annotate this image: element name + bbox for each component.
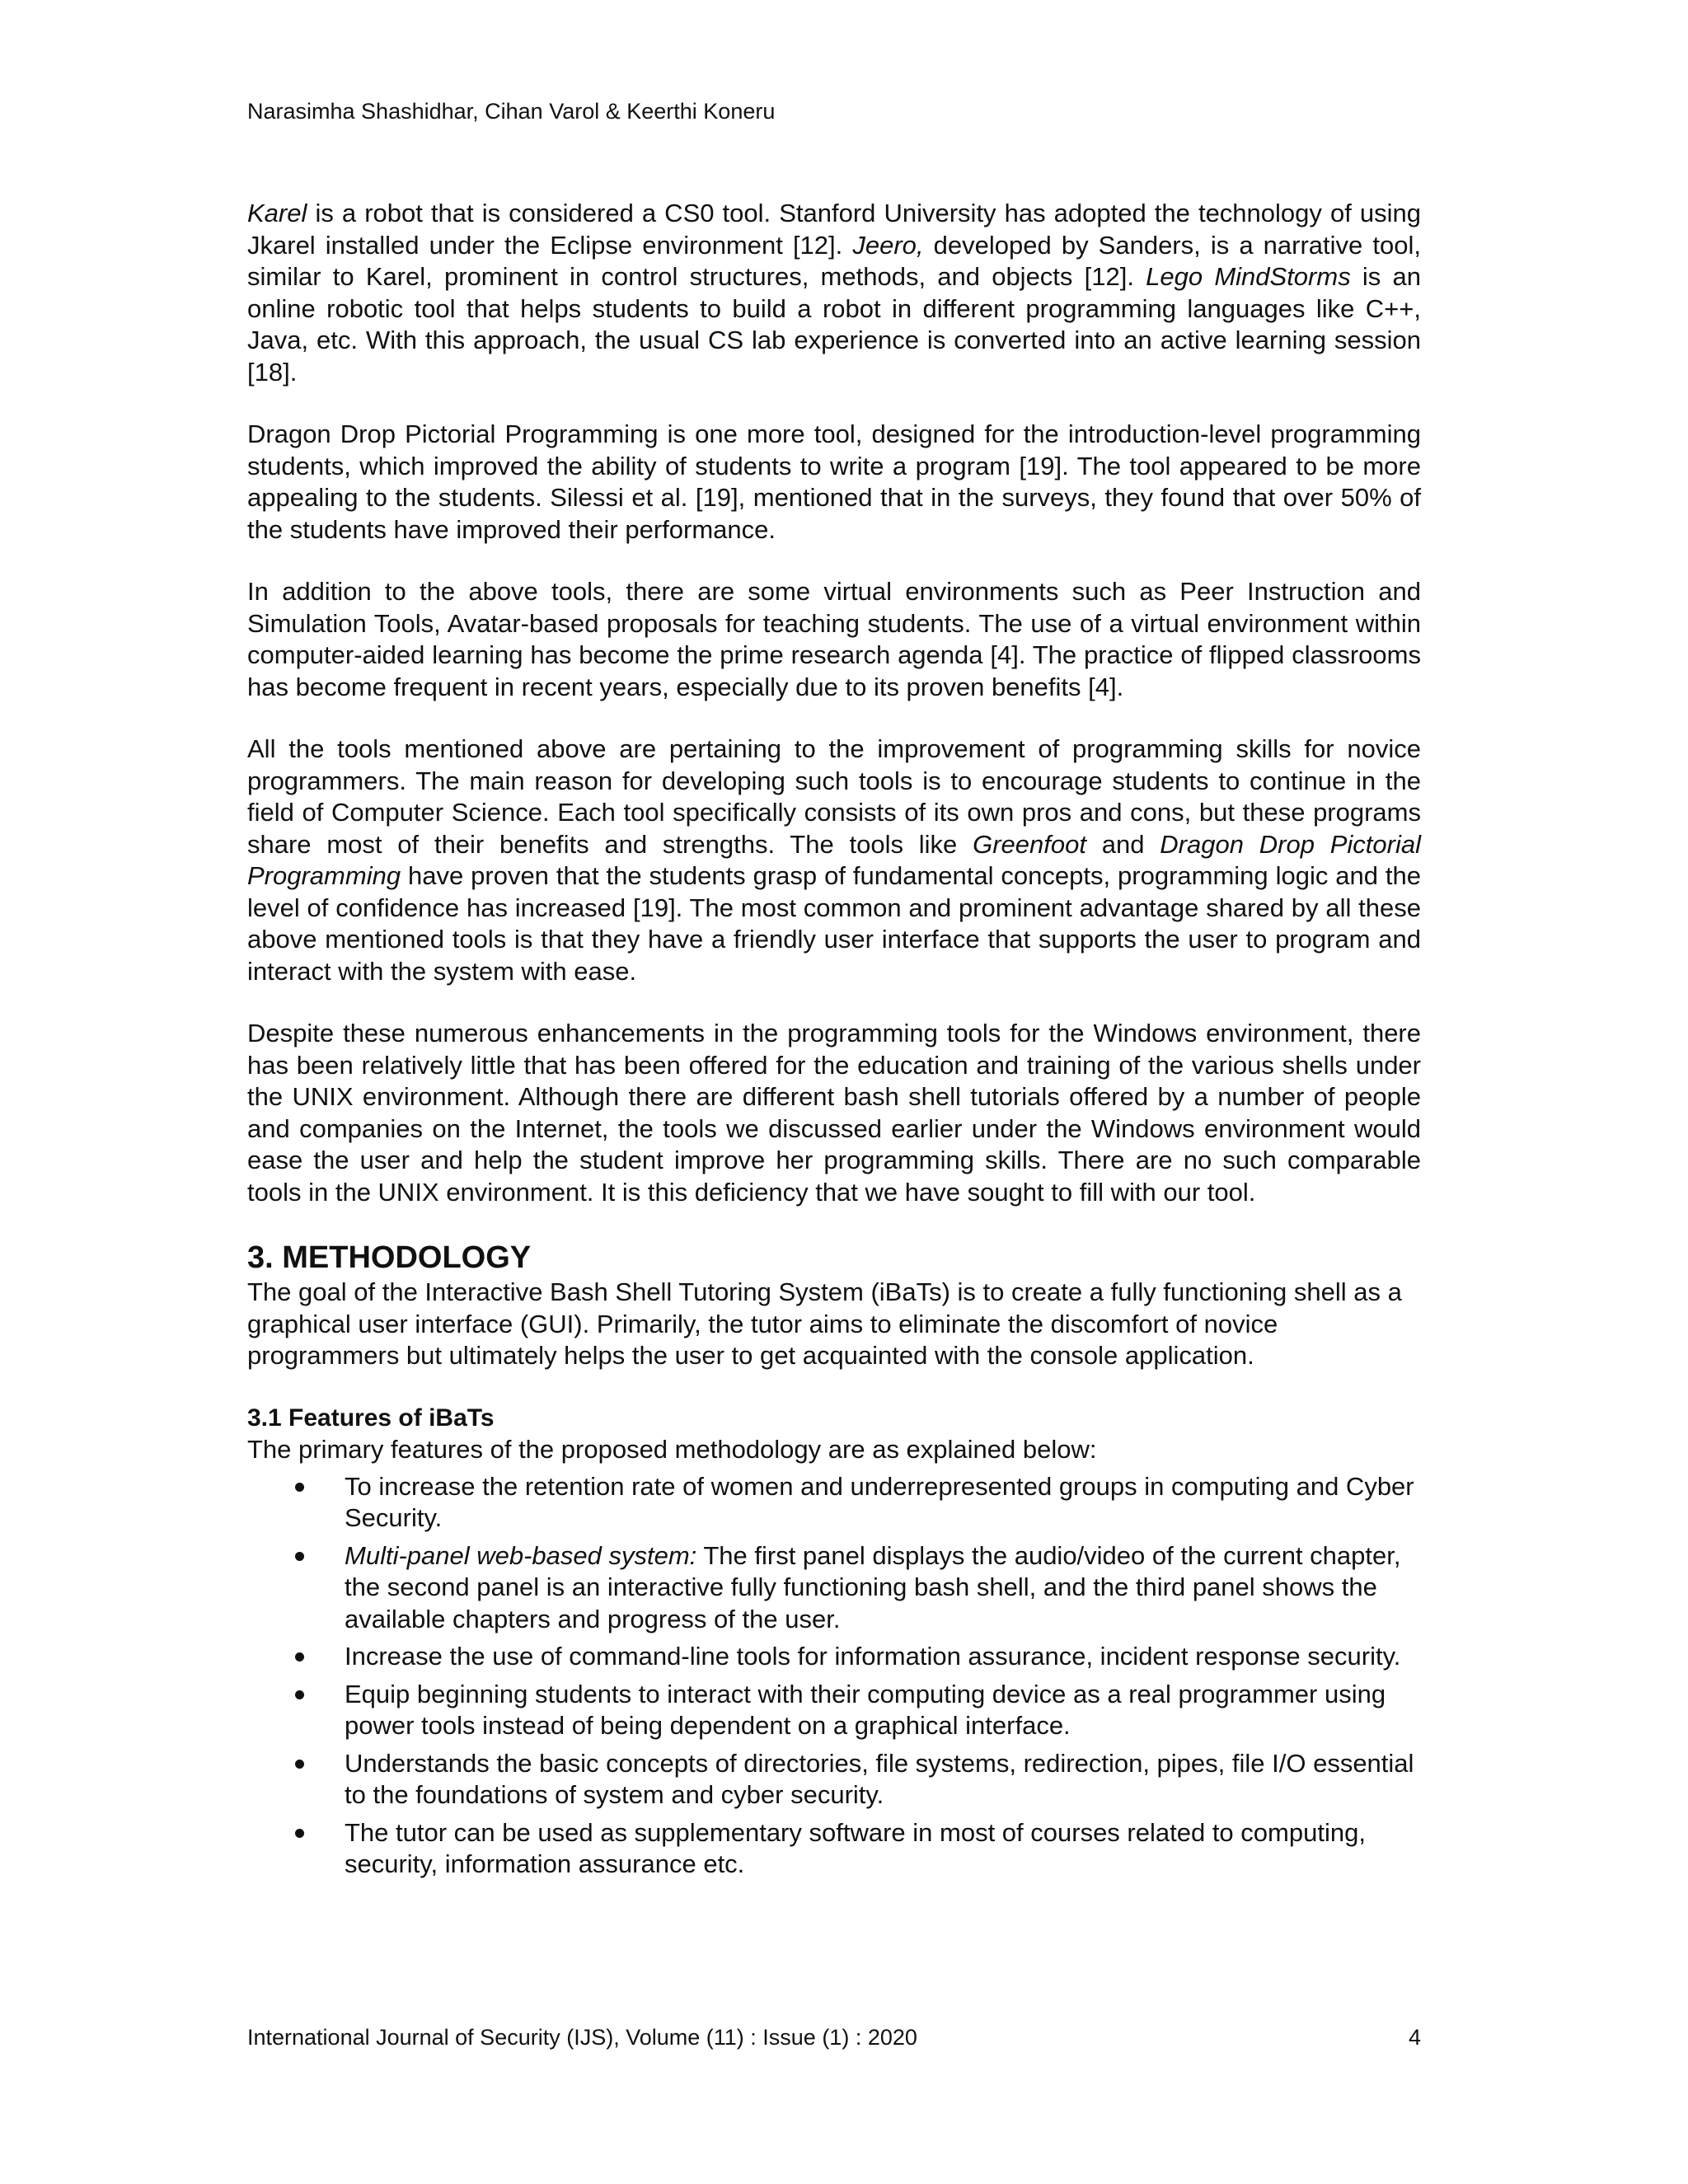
bullet-icon — [295, 1829, 304, 1838]
bullet-icon — [295, 1760, 304, 1769]
paragraph-features-intro: The primary features of the proposed methodology are as explained below: — [247, 1435, 1097, 1464]
term-dragon-drop: Dragon Drop Pictorial Programming — [247, 829, 1421, 890]
list-item — [247, 1748, 1421, 1811]
list-item-text: The tutor can be used as supplementary software in most of courses related to computing, security, information assurance etc. — [345, 1817, 1366, 1878]
page-number: 4 — [1408, 2025, 1421, 2050]
text-and: and — [1085, 829, 1160, 859]
section-heading-methodology: 3. METHODOLOGY — [247, 1240, 532, 1275]
paragraph-virtual-environments: In addition to the above tools, there are some virtual environments such as Peer Instruction and Simulation Tools, Avatar-based proposals for teaching students. The use of a virtual environment within computer-aided learning has become the prime research agenda [4]. The practice of flipped classrooms has become frequent in recent years, especially due to its proven benefits [4]. — [247, 577, 1421, 701]
term-multi-panel: Multi-panel web-based system: — [345, 1540, 697, 1570]
paragraph-dragon-drop: Dragon Drop Pictorial Programming is one more tool, designed for the introduction-level programming students, which improved the ability of students to write a program [19]. The tool appeared to be more appealing to the students. Silessi et al. [19], mentioned that in the surveys, they found that over 50% of the students have improved their performance. — [247, 419, 1421, 544]
paragraph-unix-gap: Despite these numerous enhancements in the programming tools for the Windows environment, there has been relatively little that has been offered for the education and training of the various shells under the UNIX environment. Although there are different bash shell tutorials offered by a number of people and companies on the Internet, the tools we discussed earlier under the Windows environment would ease the user and help the student improve her programming skills. There are no such comparable tools in the UNIX environment. It is this deficiency that we have sought to fill with our tool. — [247, 1019, 1421, 1207]
running-header-authors: Narasimha Shashidhar, Cihan Varol & Keerthi Koneru — [247, 99, 776, 124]
subsection-heading-features: 3.1 Features of iBaTs — [247, 1404, 495, 1432]
text-summary-part1: All the tools mentioned above are pertaining to the improvement of programming skills for novice programmers. The main reason for developing such tools is to encourage students to continue in the field of Computer Science. Each tool specifically consists of its own pros and cons, but these programs share most of their benefits and strengths. The tools like — [247, 734, 1421, 859]
paragraph-tools-karel — [247, 198, 1421, 388]
text-karel-description: is a robot that is considered a CS0 tool. Stanford University has adopted the technology of using Jkarel installed under the Eclipse environment [12]. — [247, 199, 1421, 260]
list-item — [247, 1540, 1421, 1636]
bullet-icon — [295, 1483, 304, 1492]
paragraph-tools-summary — [247, 733, 1421, 987]
bullet-icon — [295, 1552, 304, 1561]
list-item-text: Increase the use of command-line tools for information assurance, incident response security. — [345, 1642, 1401, 1671]
list-item-text: Equip beginning students to interact with their computing device as a real programmer using power tools instead of being dependent on a graphical interface. — [345, 1679, 1386, 1740]
list-item — [247, 1641, 1421, 1673]
term-karel: Karel — [247, 199, 307, 227]
text-jeero-description: developed by Sanders, is a narrative tool, similar to Karel, prominent in control structures, methods, and objects [12]. — [247, 230, 1421, 291]
page-body — [247, 198, 1421, 1886]
term-jeero: Jeero, — [852, 230, 924, 260]
list-item — [247, 1817, 1421, 1881]
paragraph-methodology-goal: The goal of the Interactive Bash Shell Tutoring System (iBaTs) is to create a fully functioning shell as a graphical user interface (GUI). Primarily, the tutor aims to eliminate the discomfort of novice programmers but ultimately helps the user to get acquainted with the console application. — [247, 1277, 1402, 1370]
bullet-icon — [295, 1652, 304, 1661]
text-summary-part2: have proven that the students grasp of fundamental concepts, programming logic and the level of confidence has increased [19]. The most common and prominent advantage shared by all these above mentioned tools is that they have a friendly user interface that supports the user to program and interact with the system with ease. — [247, 861, 1421, 986]
term-greenfoot: Greenfoot — [973, 829, 1086, 859]
list-item-text: To increase the retention rate of women and underrepresented groups in computing and Cyber Security. — [345, 1471, 1414, 1532]
list-item-text: Understands the basic concepts of directories, file systems, redirection, pipes, file I/O essential to the foundations of system and cyber security. — [345, 1748, 1414, 1809]
term-lego-mindstorms: Lego MindStorms — [1146, 262, 1351, 291]
list-item — [247, 1679, 1421, 1742]
footer-journal-info: International Journal of Security (IJS), Volume (11) : Issue (1) : 2020 — [247, 2025, 917, 2050]
bullet-icon — [295, 1690, 304, 1699]
list-item-text: The first panel displays the audio/video of the current chapter, the second panel is an interactive fully functioning bash shell, and the third panel shows the available chapters and progress of the user. — [345, 1540, 1401, 1633]
features-list — [247, 1471, 1421, 1881]
text-lego-description: is an online robotic tool that helps students to build a robot in different programming languages like C++, Java, etc. With this approach, the usual CS lab experience is converted into an active learning session [18]. — [247, 262, 1421, 387]
list-item — [247, 1471, 1421, 1535]
